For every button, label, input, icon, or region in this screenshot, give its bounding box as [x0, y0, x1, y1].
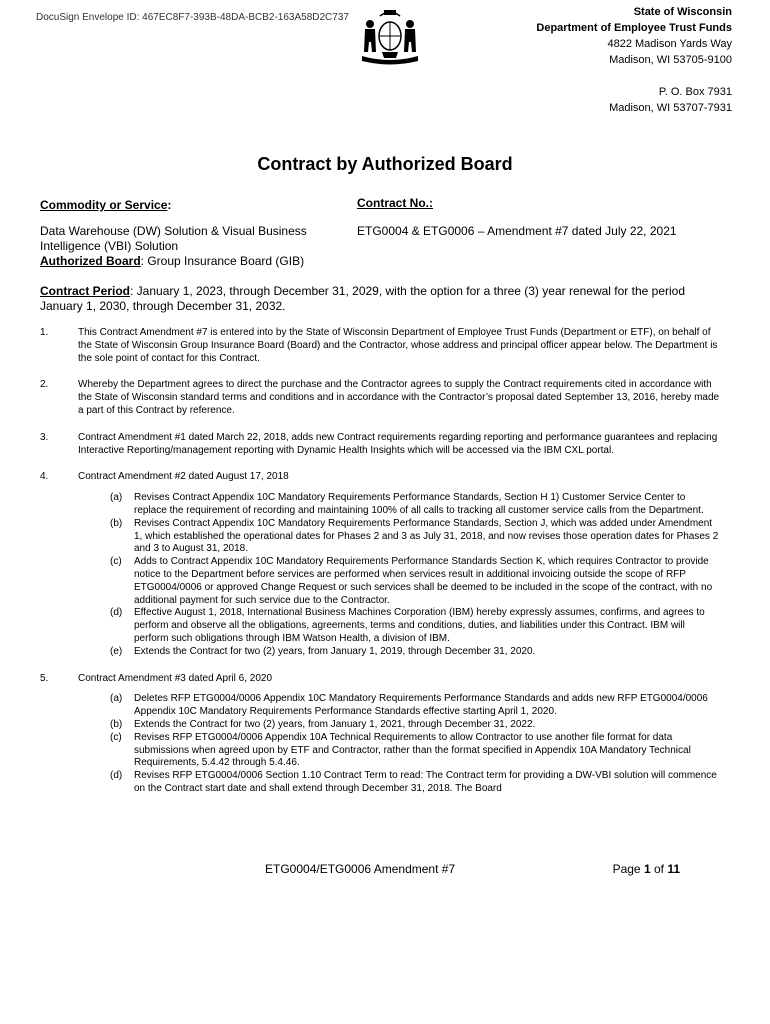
item-number: 4.	[40, 471, 49, 483]
sub-letter: (a)	[110, 492, 123, 504]
item-number: 3.	[40, 431, 49, 443]
item-text: Whereby the Department agrees to direct the purchase and the Contractor agrees to supply the Contract requirements cited in accordance with the State of Wisconsin standard terms and conditions and in accordance with the Contractor’s proposal dated September 13, 2016, hereby made a part of this Contract by reference.	[78, 379, 720, 416]
agency-state: State of Wisconsin	[633, 6, 732, 18]
sub-text: Deletes RFP ETG0004/0006 Appendix 10C Mandatory Requirements Performance Standards and adds new RFP ETG0004/0006 Appendix 10C Mandatory Requirements Performance Standards effective starting April 1, 2020.	[134, 693, 708, 718]
sub-text: Effective August 1, 2018, International Business Machines Corporation (IBM) hereby expressly assumes, confirms, and agrees to perform and observe all the obligations, agreements, terms and conditions, duties, and liabilities under this Contract. IBM will perform such obligations through IBM Watson Health, a division of IBM.	[134, 607, 705, 644]
page-number	[613, 862, 680, 876]
sub-item	[110, 732, 720, 770]
list-item	[40, 673, 720, 796]
sub-text: Revises Contract Appendix 10C Mandatory Requirements Performance Standards, Section H 1) Customer Service Center to replace the requirement of recording and maintaining 100% of all calls to tracking all customer service calls from the Department.	[134, 492, 704, 516]
commodity-colon: :	[167, 198, 172, 212]
sub-item	[110, 556, 720, 607]
item-number: 2.	[40, 379, 49, 391]
envelope-id: DocuSign Envelope ID: 467EC8F7-393B-48DA-BCB2-163A58D2C737	[36, 12, 349, 23]
sub-text: Revises RFP ETG0004/0006 Section 1.10 Contract Term to read: The Contract term for providing a DW-VBI solution will commence on the Contract start date and shall extend through December 31, 2018. The Board	[134, 770, 717, 794]
agency-city: Madison, WI 53705-9100	[609, 54, 732, 66]
sub-letter: (d)	[110, 770, 123, 782]
item-number: 5.	[40, 672, 49, 684]
sub-letter: (b)	[110, 517, 123, 529]
sub-item	[110, 719, 720, 732]
page-of: of	[650, 862, 668, 876]
sub-list	[110, 492, 720, 658]
period-value: : January 1, 2023, through December 31, 2029, with the option for a three (3) year renewal for the period January 1, 2030, through December 31, 2032.	[40, 284, 686, 313]
commodity-label-wrap	[40, 196, 171, 214]
sub-item	[110, 518, 720, 556]
page-total: 11	[667, 862, 680, 876]
footer-document-id: ETG0004/ETG0006 Amendment #7	[265, 862, 456, 876]
sub-item	[110, 693, 720, 719]
sub-text: Revises Contract Appendix 10C Mandatory Requirements Performance Standards, Section J, which was added under Amendment 1, which established the operational dates for Phases 2 and 3 as July 31, 2018, and now revises those operation dates for Phases 2 and 3 to August 31, 2018.	[134, 517, 719, 555]
spacer	[536, 68, 732, 84]
sub-text: Revises RFP ETG0004/0006 Appendix 10A Technical Requirements to allow Contractor to use another file format for data submissions when agreed upon by ETF and Contractor, rather than the format specified in Appendix 10A Mandatory Technical Requirements, 5.4.42 through 5.4.46.	[134, 731, 691, 769]
commodity-value: Data Warehouse (DW) Solution & Visual Business Intelligence (VBI) Solution	[40, 224, 307, 253]
board-label: Authorized Board	[40, 254, 141, 268]
sub-letter: (a)	[110, 693, 123, 705]
sub-letter: (d)	[110, 607, 123, 619]
agency-department: Department of Employee Trust Funds	[536, 22, 732, 34]
commodity-label: Commodity or Service	[40, 198, 168, 212]
list-item	[40, 471, 720, 658]
sub-letter: (e)	[110, 645, 123, 657]
sub-item	[110, 492, 720, 518]
agency-pobox: P. O. Box 7931	[658, 86, 732, 98]
page-current: 1	[643, 862, 651, 876]
sub-text: Extends the Contract for two (2) years, from January 1, 2021, through December 31, 2022.	[134, 718, 536, 730]
sub-item	[110, 770, 720, 796]
sub-letter: (b)	[110, 718, 123, 730]
agency-pobox-city: Madison, WI 53707-7931	[609, 102, 732, 114]
sub-text: Adds to Contract Appendix 10C Mandatory Requirements Performance Standards Section K, which requires Contractor to provide notice to the Department before services are performed when services result in additional invoicing outside the scope of RFP ETG0004/0006 or approved Change Request or such services shall be deemed to be included in the scope of the contract, with no additional payment for such service due to the Contractor.	[134, 556, 713, 606]
contract-no-label: Contract No.:	[357, 196, 433, 210]
item-number: 1.	[40, 327, 49, 338]
sub-text: Extends the Contract for two (2) years, from January 1, 2019, through December 31, 2020.	[134, 645, 536, 657]
item-text: Contract Amendment #3 dated April 6, 2020	[78, 672, 273, 684]
contract-no-value: ETG0004 & ETG0006 – Amendment #7 dated July 22, 2021	[357, 224, 677, 238]
agency-address	[536, 4, 732, 116]
sub-list	[110, 693, 720, 795]
sub-letter: (c)	[110, 731, 122, 743]
page-prefix: Page	[612, 862, 644, 876]
page-title: Contract by Authorized Board	[257, 154, 513, 174]
item-text: Contract Amendment #1 dated March 22, 2018, adds new Contract requirements regarding reporting and performance guarantees and replacing Interactive Reporting/management reporting with Dynamic Health Insights which will be accessed via the IBM CXL portal.	[78, 431, 718, 456]
numbered-items	[40, 327, 720, 810]
item-text: This Contract Amendment #7 is entered into by the State of Wisconsin Department of Employee Trust Funds (Department or ETF), on behalf of the State of Wisconsin Group Insurance Board (Board) and the Contractor, whose address and principal officer appear below. The Department is the sole point of contact for this Contract.	[78, 327, 718, 364]
state-seal-icon	[358, 6, 422, 68]
list-item	[40, 432, 720, 458]
commodity-block	[40, 224, 336, 269]
sub-item	[110, 607, 720, 645]
sub-item	[110, 646, 720, 659]
period-label: Contract Period	[40, 284, 131, 298]
item-text: Contract Amendment #2 dated August 17, 2018	[78, 471, 289, 483]
board-value: : Group Insurance Board (GIB)	[140, 254, 305, 268]
agency-street: 4822 Madison Yards Way	[607, 38, 732, 50]
list-item	[40, 379, 720, 417]
contract-period	[40, 284, 700, 314]
sub-letter: (c)	[110, 556, 122, 568]
list-item	[40, 327, 720, 365]
